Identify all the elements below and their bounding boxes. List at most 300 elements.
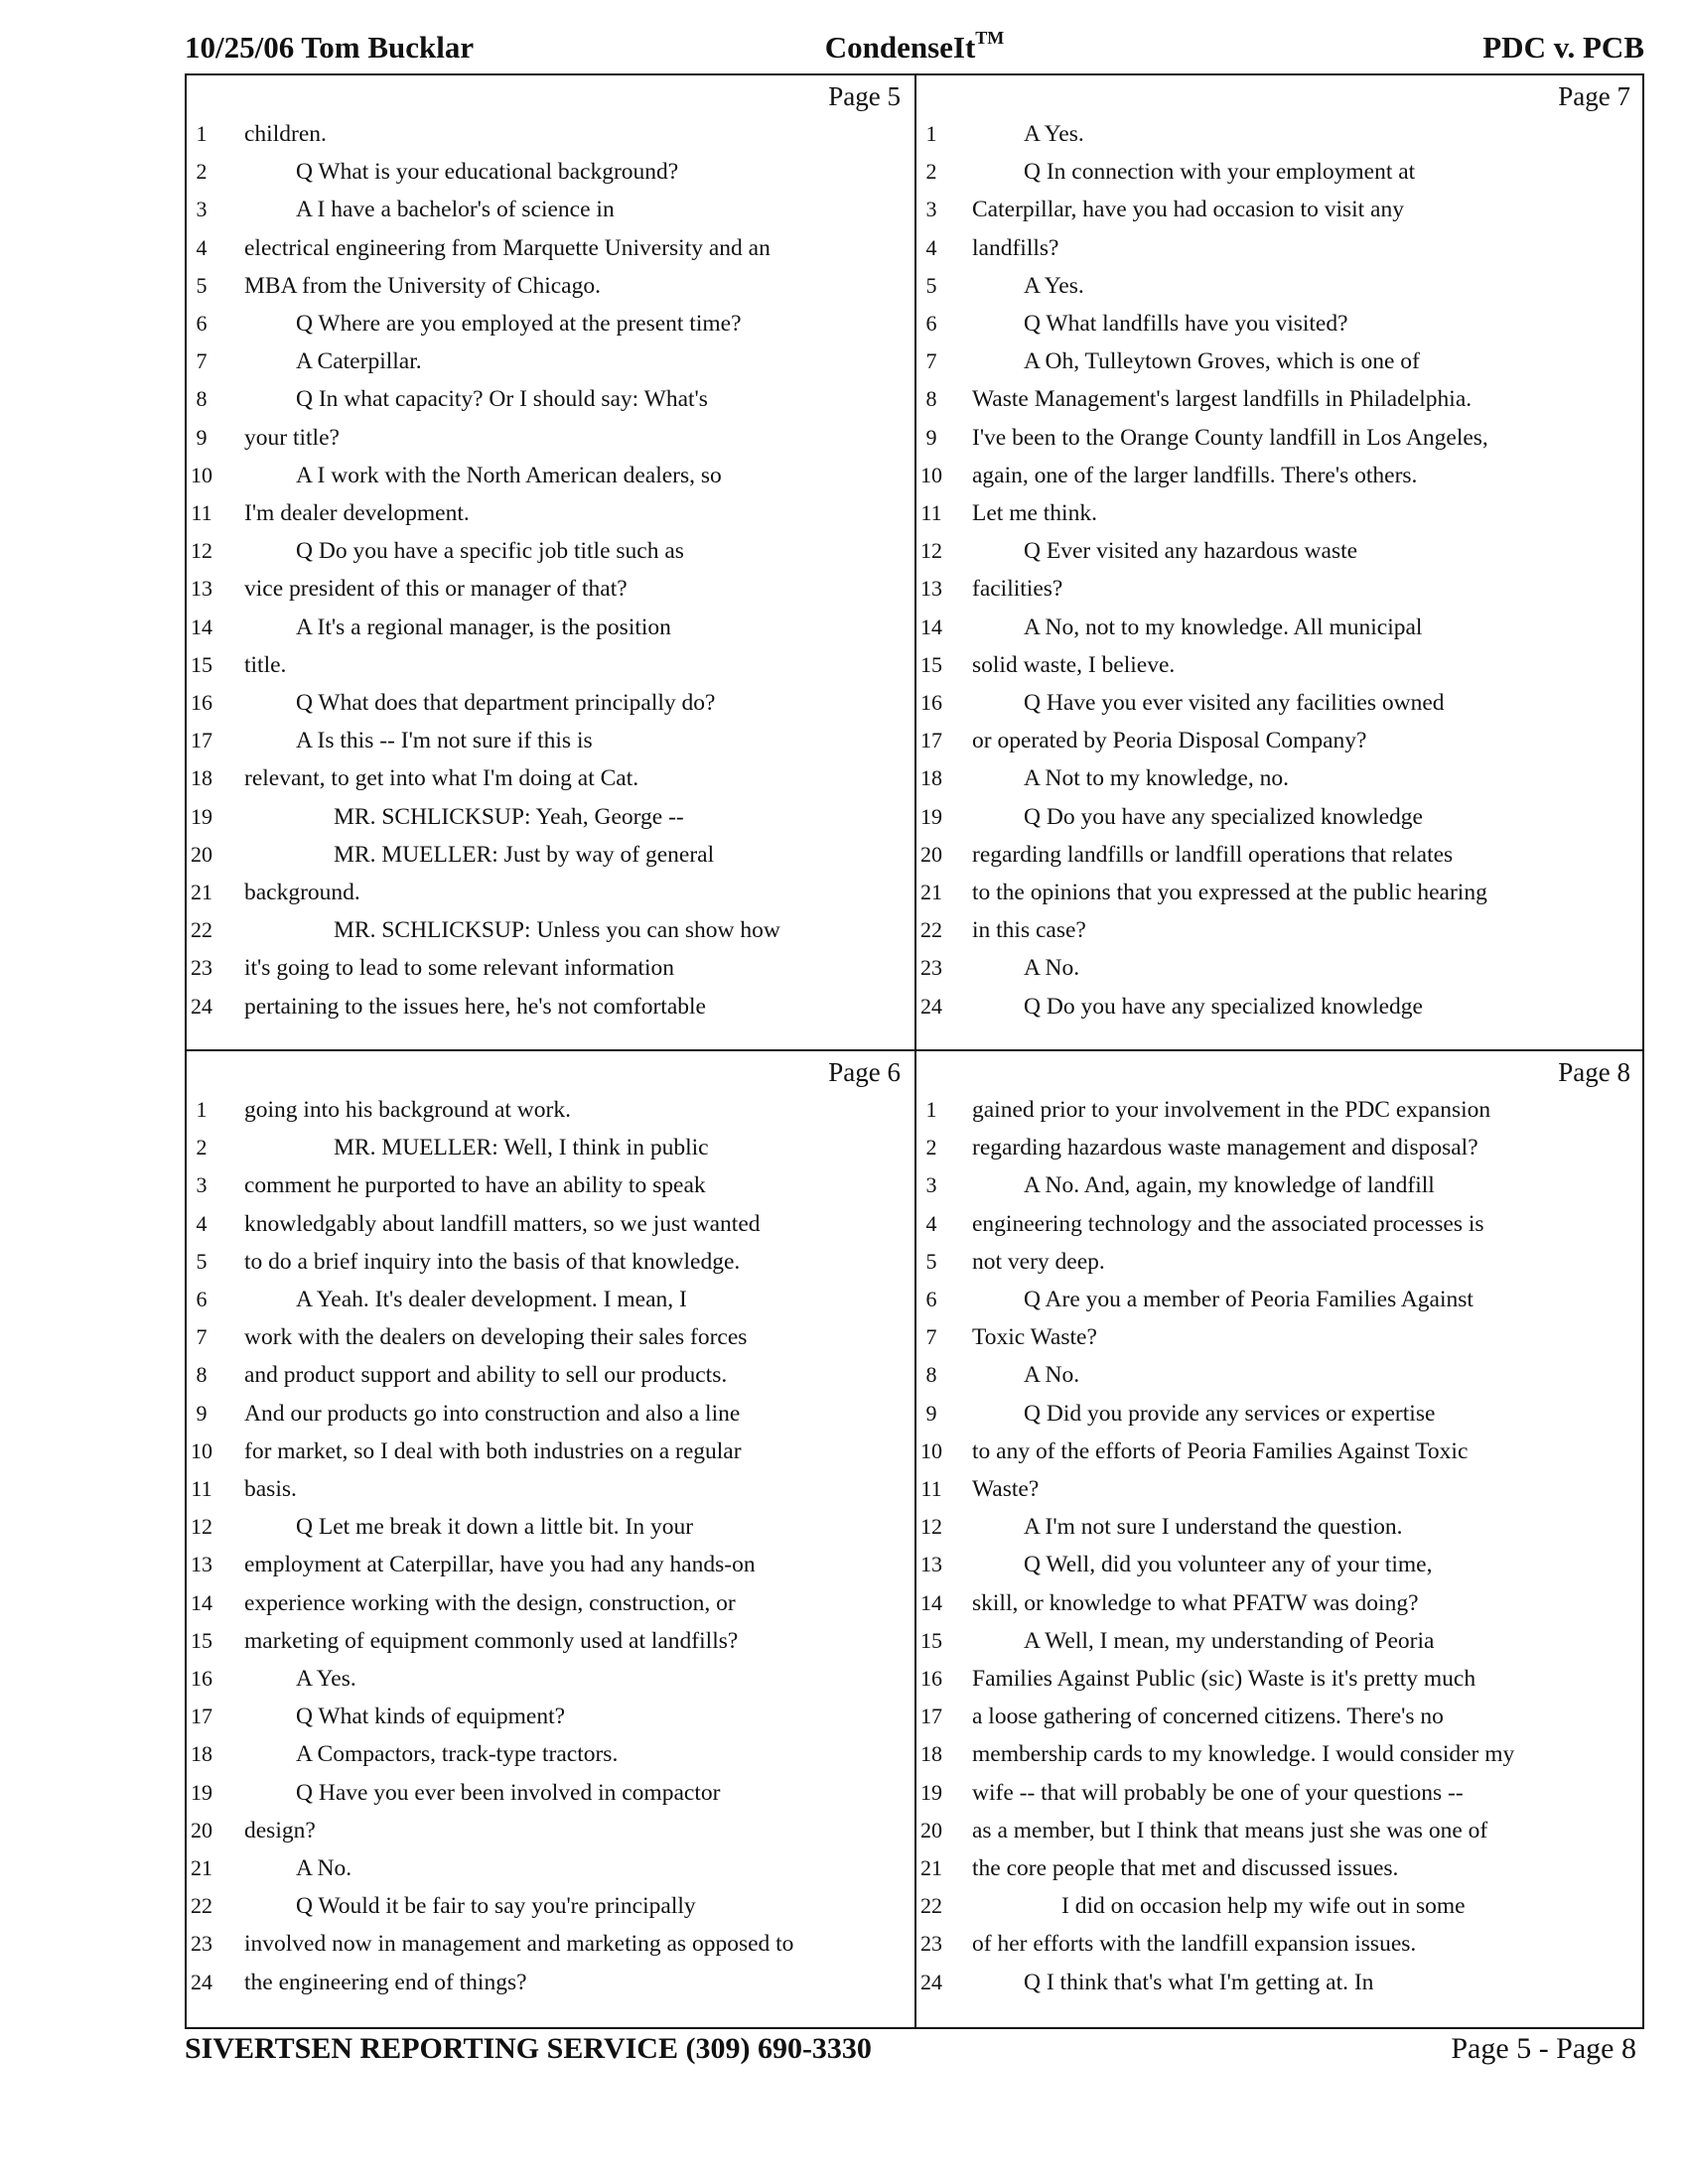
line-number: 18	[920, 765, 942, 791]
line-text: A Compactors, track-type tractors.	[296, 1741, 619, 1768]
line-number: 1	[196, 1097, 208, 1122]
transcript-line	[187, 949, 914, 987]
line-number: 1	[925, 121, 937, 146]
line-number: 3	[196, 1172, 208, 1198]
line-number: 4	[925, 234, 937, 260]
transcript-line	[187, 1698, 914, 1735]
line-number: 16	[920, 690, 942, 715]
line-text: A Yes.	[296, 1666, 356, 1692]
line-number: 19	[920, 1779, 942, 1805]
line-text: regarding landfills or landfill operations that relates	[972, 841, 1454, 868]
transcript-line	[916, 646, 1644, 684]
footer-page-range: Page 5 - Page 8	[1451, 2032, 1636, 2065]
transcript-line	[187, 1281, 914, 1318]
line-text: a loose gathering of concerned citizens. There's no	[972, 1704, 1444, 1730]
line-number: 1	[925, 1097, 937, 1122]
line-number: 5	[196, 1248, 208, 1274]
line-number: 10	[920, 1437, 942, 1463]
transcript-line	[916, 949, 1644, 987]
transcript-line	[187, 1243, 914, 1281]
transcript-line	[916, 380, 1644, 418]
line-number: 15	[191, 651, 212, 677]
transcript-line	[916, 1356, 1644, 1394]
transcript-line	[916, 494, 1644, 532]
transcript-grid	[185, 73, 1644, 2029]
line-text: children.	[244, 121, 327, 147]
line-text: A It's a regional manager, is the position	[296, 614, 671, 640]
line-number: 8	[196, 386, 208, 412]
line-number: 2	[925, 1135, 937, 1160]
transcript-line	[187, 684, 914, 722]
line-number: 13	[191, 576, 212, 602]
line-text: knowledgably about landfill matters, so we just wanted	[244, 1210, 761, 1237]
line-text: Q What is your educational background?	[296, 159, 679, 186]
transcript-line	[916, 1166, 1644, 1204]
line-number: 14	[191, 1589, 212, 1615]
line-text: Q In what capacity? Or I should say: What's	[296, 386, 708, 413]
line-text: it's going to lead to some relevant information	[244, 955, 675, 982]
transcript-line	[187, 836, 914, 874]
line-number: 8	[196, 1362, 208, 1388]
transcript-line	[916, 684, 1644, 722]
transcript-line	[916, 1318, 1644, 1356]
line-text: A Caterpillar.	[296, 348, 422, 375]
line-text: not very deep.	[972, 1248, 1105, 1275]
header-witness-date: 10/25/06 Tom Bucklar	[185, 30, 475, 65]
line-number: 11	[920, 1476, 942, 1501]
line-text: A No, not to my knowledge. All municipal	[1024, 614, 1423, 640]
line-text: MR. MUELLER: Just by way of general	[334, 841, 715, 868]
transcript-line	[916, 1698, 1644, 1735]
transcript-line	[187, 419, 914, 457]
line-text: background.	[244, 880, 360, 905]
line-text: Q What kinds of equipment?	[296, 1704, 566, 1730]
transcript-line	[187, 115, 914, 153]
line-text: A Well, I mean, my understanding of Peoria	[1024, 1627, 1435, 1654]
line-text: involved now in management and marketing as opposed to	[244, 1931, 794, 1958]
transcript-line	[187, 342, 914, 380]
line-number: 10	[920, 462, 942, 487]
transcript-line	[187, 759, 914, 797]
line-text: relevant, to get into what I'm doing at Cat.	[244, 765, 639, 792]
line-number: 23	[920, 955, 942, 981]
line-text: A No.	[296, 1855, 352, 1881]
transcript-line	[187, 1622, 914, 1660]
transcript-line	[916, 1774, 1644, 1812]
line-text: to do a brief inquiry into the basis of that knowledge.	[244, 1248, 741, 1275]
transcript-line	[916, 267, 1644, 305]
transcript-line	[187, 1129, 914, 1166]
line-text: Q What landfills have you visited?	[1024, 311, 1348, 337]
transcript-page-5	[187, 75, 914, 1049]
line-number: 24	[920, 1969, 942, 1994]
header-product	[185, 30, 1644, 66]
line-number: 12	[920, 1514, 942, 1540]
line-number: 2	[196, 1135, 208, 1160]
transcript-line	[916, 191, 1644, 228]
line-text: marketing of equipment commonly used at landfills?	[244, 1627, 739, 1654]
line-text: the core people that met and discussed issues.	[972, 1855, 1399, 1881]
line-number: 8	[925, 386, 937, 412]
line-text: A No.	[1024, 1362, 1080, 1389]
line-text: Caterpillar, have you had occasion to visit any	[972, 197, 1404, 223]
transcript-line	[187, 380, 914, 418]
line-number: 15	[920, 651, 942, 677]
line-number: 16	[191, 690, 212, 715]
line-number: 11	[191, 1476, 212, 1501]
transcript-line	[187, 570, 914, 608]
transcript-line	[187, 1166, 914, 1204]
transcript-line	[187, 1508, 914, 1546]
line-number: 17	[191, 1704, 212, 1729]
transcript-line	[916, 1546, 1644, 1583]
line-text: Q Have you ever visited any facilities owned	[1024, 690, 1445, 716]
line-text: Waste?	[972, 1476, 1040, 1502]
page-footer	[185, 2032, 1644, 2076]
transcript-line	[187, 1774, 914, 1812]
line-text: skill, or knowledge to what PFATW was doing?	[972, 1589, 1419, 1616]
line-number: 20	[920, 841, 942, 867]
line-number: 20	[920, 1817, 942, 1843]
transcript-line	[187, 1660, 914, 1698]
transcript-line	[187, 798, 914, 836]
line-number: 11	[920, 500, 942, 525]
line-text: as a member, but I think that means just she was one of	[972, 1817, 1488, 1843]
line-text: MR. SCHLICKSUP: Unless you can show how	[334, 917, 780, 944]
line-number: 12	[191, 538, 212, 564]
header-product-name: CondenseIt	[824, 30, 976, 65]
line-number: 23	[920, 1931, 942, 1957]
line-text: Q Do you have any specialized knowledge	[1024, 993, 1423, 1020]
line-text: going into his background at work.	[244, 1097, 571, 1123]
line-number: 9	[196, 424, 208, 450]
line-number: 6	[925, 311, 937, 336]
line-text: to any of the efforts of Peoria Families Against Toxic	[972, 1437, 1469, 1464]
line-text: basis.	[244, 1476, 297, 1502]
line-text: to the opinions that you expressed at the public hearing	[972, 880, 1487, 905]
line-number: 14	[191, 614, 212, 639]
line-text: regarding hazardous waste management and disposal?	[972, 1135, 1478, 1161]
line-text: A No. And, again, my knowledge of landfill	[1024, 1172, 1435, 1199]
line-text: Q Let me break it down a little bit. In your	[296, 1514, 694, 1541]
line-number: 4	[196, 234, 208, 260]
line-number: 18	[191, 1741, 212, 1767]
transcript-line	[916, 1812, 1644, 1849]
transcript-line	[916, 1735, 1644, 1773]
line-text: vice president of this or manager of that?	[244, 576, 628, 603]
transcript-line	[916, 115, 1644, 153]
line-number: 10	[191, 1437, 212, 1463]
line-number: 14	[920, 1589, 942, 1615]
line-number: 2	[196, 159, 208, 185]
line-text: comment he purported to have an ability to speak	[244, 1172, 706, 1199]
line-text: A Yeah. It's dealer development. I mean, I	[296, 1287, 687, 1312]
line-text: your title?	[244, 424, 340, 451]
transcript-line	[187, 1887, 914, 1925]
line-number: 10	[191, 462, 212, 487]
line-number: 21	[920, 880, 942, 904]
transcript-line	[916, 1281, 1644, 1318]
line-text: Q What does that department principally do?	[296, 690, 716, 716]
trademark-mark: TM	[975, 28, 1005, 48]
line-text: Q Did you provide any services or expertise	[1024, 1400, 1436, 1427]
line-text: Q Have you ever been involved in compactor	[296, 1779, 721, 1806]
line-text: A Yes.	[1024, 272, 1084, 299]
transcript-line	[916, 1470, 1644, 1508]
page-number-label: Page 7	[1558, 81, 1630, 111]
page-header	[185, 30, 1644, 73]
transcript-line	[187, 1470, 914, 1508]
header-case-name: PDC v. PCB	[1482, 30, 1644, 65]
line-number: 2	[925, 159, 937, 185]
line-text: I'm dealer development.	[244, 500, 470, 526]
line-text: Let me think.	[972, 500, 1097, 526]
line-text: for market, so I deal with both industries on a regular	[244, 1437, 742, 1464]
line-text: Q Well, did you volunteer any of your time,	[1024, 1552, 1433, 1578]
line-text: Q Where are you employed at the present time?	[296, 311, 742, 337]
footer-reporter: SIVERTSEN REPORTING SERVICE (309) 690-3330	[185, 2032, 872, 2065]
line-text: or operated by Peoria Disposal Company?	[972, 728, 1367, 754]
line-number: 19	[920, 803, 942, 829]
line-text: membership cards to my knowledge. I would consider my	[972, 1741, 1515, 1768]
line-text: engineering technology and the associated processes is	[972, 1210, 1484, 1237]
line-number: 13	[920, 576, 942, 602]
transcript-line	[916, 988, 1644, 1025]
transcript-line	[187, 267, 914, 305]
line-number: 7	[925, 1324, 937, 1350]
line-number: 8	[925, 1362, 937, 1388]
line-number: 7	[196, 1324, 208, 1350]
line-number: 21	[920, 1855, 942, 1880]
line-text: Q Ever visited any hazardous waste	[1024, 538, 1358, 565]
line-number: 5	[925, 272, 937, 298]
transcript-line	[916, 1849, 1644, 1887]
line-text: A I'm not sure I understand the question.	[1024, 1514, 1403, 1541]
line-text: again, one of the larger landfills. There's others.	[972, 462, 1418, 488]
line-text: solid waste, I believe.	[972, 651, 1176, 678]
transcript-line	[187, 1849, 914, 1887]
transcript-line	[916, 1129, 1644, 1166]
line-number: 6	[196, 1287, 208, 1311]
transcript-line	[187, 1433, 914, 1470]
transcript-line	[916, 457, 1644, 494]
line-text: I've been to the Orange County landfill in Los Angeles,	[972, 424, 1488, 451]
line-number: 23	[191, 955, 212, 981]
transcript-line	[187, 191, 914, 228]
transcript-line	[187, 305, 914, 342]
line-number: 21	[191, 880, 212, 904]
line-number: 5	[196, 272, 208, 298]
line-text: the engineering end of things?	[244, 1969, 527, 1995]
line-number: 3	[196, 197, 208, 222]
line-number: 16	[920, 1666, 942, 1691]
line-number: 24	[191, 1969, 212, 1994]
line-number: 19	[191, 803, 212, 829]
line-text: of her efforts with the landfill expansion issues.	[972, 1931, 1417, 1958]
line-number: 5	[925, 1248, 937, 1274]
transcript-line	[187, 988, 914, 1025]
line-number: 23	[191, 1931, 212, 1957]
transcript-line	[916, 1887, 1644, 1925]
line-text: Q Are you a member of Peoria Families Against	[1024, 1287, 1474, 1312]
transcript-line	[916, 1395, 1644, 1433]
line-text: A I work with the North American dealers, so	[296, 462, 722, 488]
transcript-line	[187, 153, 914, 191]
line-number: 15	[191, 1627, 212, 1653]
transcript-line	[916, 1964, 1644, 2001]
line-number: 22	[920, 1893, 942, 1919]
line-number: 20	[191, 841, 212, 867]
transcript-page-7	[916, 75, 1644, 1049]
line-text: title.	[244, 651, 287, 678]
transcript-line	[187, 911, 914, 949]
line-number: 7	[196, 348, 208, 374]
line-text: A Is this -- I'm not sure if this is	[296, 728, 593, 754]
transcript-line	[187, 229, 914, 267]
line-number: 17	[920, 728, 942, 753]
line-text: MBA from the University of Chicago.	[244, 272, 601, 299]
line-text: employment at Caterpillar, have you had any hands-on	[244, 1552, 756, 1578]
line-number: 3	[925, 197, 937, 222]
line-number: 9	[925, 1400, 937, 1426]
line-text: Q In connection with your employment at	[1024, 159, 1416, 186]
transcript-line	[187, 1584, 914, 1622]
line-number: 17	[191, 728, 212, 753]
line-number: 16	[191, 1666, 212, 1691]
line-number: 12	[191, 1514, 212, 1540]
transcript-line	[187, 1395, 914, 1433]
transcript-line	[187, 1546, 914, 1583]
transcript-line	[916, 1925, 1644, 1963]
transcript-line	[187, 1091, 914, 1129]
line-number: 9	[196, 1400, 208, 1426]
line-number: 6	[196, 311, 208, 336]
line-number: 18	[191, 765, 212, 791]
line-text: in this case?	[972, 917, 1086, 944]
transcript-line	[187, 457, 914, 494]
line-text: Toxic Waste?	[972, 1324, 1097, 1351]
line-number: 19	[191, 1779, 212, 1805]
transcript-line	[916, 874, 1644, 911]
line-text: MR. SCHLICKSUP: Yeah, George --	[334, 803, 684, 830]
line-text: Q Do you have a specific job title such as	[296, 538, 684, 565]
transcript-line	[187, 722, 914, 759]
page-number-label: Page 6	[828, 1057, 901, 1087]
line-text: MR. MUELLER: Well, I think in public	[334, 1135, 709, 1161]
transcript-line	[916, 1243, 1644, 1281]
line-text: Q Do you have any specialized knowledge	[1024, 803, 1423, 830]
line-number: 4	[196, 1210, 208, 1236]
transcript-line	[916, 1091, 1644, 1129]
line-number: 24	[191, 993, 212, 1019]
line-text: Q I think that's what I'm getting at. In	[1024, 1969, 1374, 1995]
line-number: 21	[191, 1855, 212, 1880]
line-number: 11	[191, 500, 212, 525]
line-text: electrical engineering from Marquette University and an	[244, 234, 771, 261]
line-number: 17	[920, 1704, 942, 1729]
line-text: A Oh, Tulleytown Groves, which is one of	[1024, 348, 1420, 375]
transcript-line	[916, 1508, 1644, 1546]
line-text: A Yes.	[1024, 121, 1084, 147]
transcript-line	[916, 722, 1644, 759]
page-number-label: Page 8	[1558, 1057, 1630, 1087]
line-number: 7	[925, 348, 937, 374]
line-text: A No.	[1024, 955, 1080, 982]
transcript-line	[916, 836, 1644, 874]
transcript-line	[187, 609, 914, 646]
transcript-line	[187, 1812, 914, 1849]
line-text: design?	[244, 1817, 316, 1843]
line-number: 18	[920, 1741, 942, 1767]
line-number: 13	[191, 1552, 212, 1577]
line-text: landfills?	[972, 234, 1059, 261]
line-text: work with the dealers on developing their sales forces	[244, 1324, 748, 1351]
transcript-line	[187, 1318, 914, 1356]
transcript-line	[916, 305, 1644, 342]
line-text: A I have a bachelor's of science in	[296, 197, 615, 223]
line-number: 20	[191, 1817, 212, 1843]
transcript-line	[187, 874, 914, 911]
line-text: Families Against Public (sic) Waste is it's pretty much	[972, 1666, 1476, 1692]
transcript-line	[187, 1205, 914, 1243]
transcript-line	[187, 532, 914, 570]
transcript-line	[187, 1735, 914, 1773]
line-number: 22	[191, 1893, 212, 1919]
transcript-line	[916, 153, 1644, 191]
transcript-line	[916, 1622, 1644, 1660]
transcript-line	[916, 798, 1644, 836]
transcript-page-8	[916, 1051, 1644, 2025]
line-number: 14	[920, 614, 942, 639]
transcript-line	[187, 1925, 914, 1963]
transcript-line	[916, 419, 1644, 457]
transcript-line	[916, 1433, 1644, 1470]
transcript-line	[187, 1356, 914, 1394]
line-number: 9	[925, 424, 937, 450]
transcript-line	[916, 1584, 1644, 1622]
line-number: 22	[191, 917, 212, 943]
transcript-line	[187, 494, 914, 532]
line-number: 24	[920, 993, 942, 1019]
line-number: 4	[925, 1210, 937, 1236]
transcript-line	[916, 609, 1644, 646]
transcript-page-6	[187, 1051, 914, 2025]
transcript-line	[916, 229, 1644, 267]
line-text: Waste Management's largest landfills in Philadelphia.	[972, 386, 1473, 413]
transcript-line	[916, 911, 1644, 949]
line-text: experience working with the design, construction, or	[244, 1589, 736, 1616]
transcript-line	[916, 570, 1644, 608]
line-text: Q Would it be fair to say you're principally	[296, 1893, 696, 1920]
transcript-line	[916, 1205, 1644, 1243]
line-number: 1	[196, 121, 208, 146]
line-number: 6	[925, 1287, 937, 1311]
transcript-line	[187, 646, 914, 684]
line-text: gained prior to your involvement in the PDC expansion	[972, 1097, 1491, 1123]
line-text: pertaining to the issues here, he's not comfortable	[244, 993, 706, 1020]
line-text: And our products go into construction and also a line	[244, 1400, 741, 1427]
line-number: 15	[920, 1627, 942, 1653]
transcript-line	[187, 1964, 914, 2001]
line-text: and product support and ability to sell our products.	[244, 1362, 728, 1389]
line-number: 3	[925, 1172, 937, 1198]
transcript-line	[916, 342, 1644, 380]
line-number: 13	[920, 1552, 942, 1577]
transcript-line	[916, 759, 1644, 797]
line-number: 12	[920, 538, 942, 564]
line-number: 22	[920, 917, 942, 943]
line-text: facilities?	[972, 576, 1063, 603]
